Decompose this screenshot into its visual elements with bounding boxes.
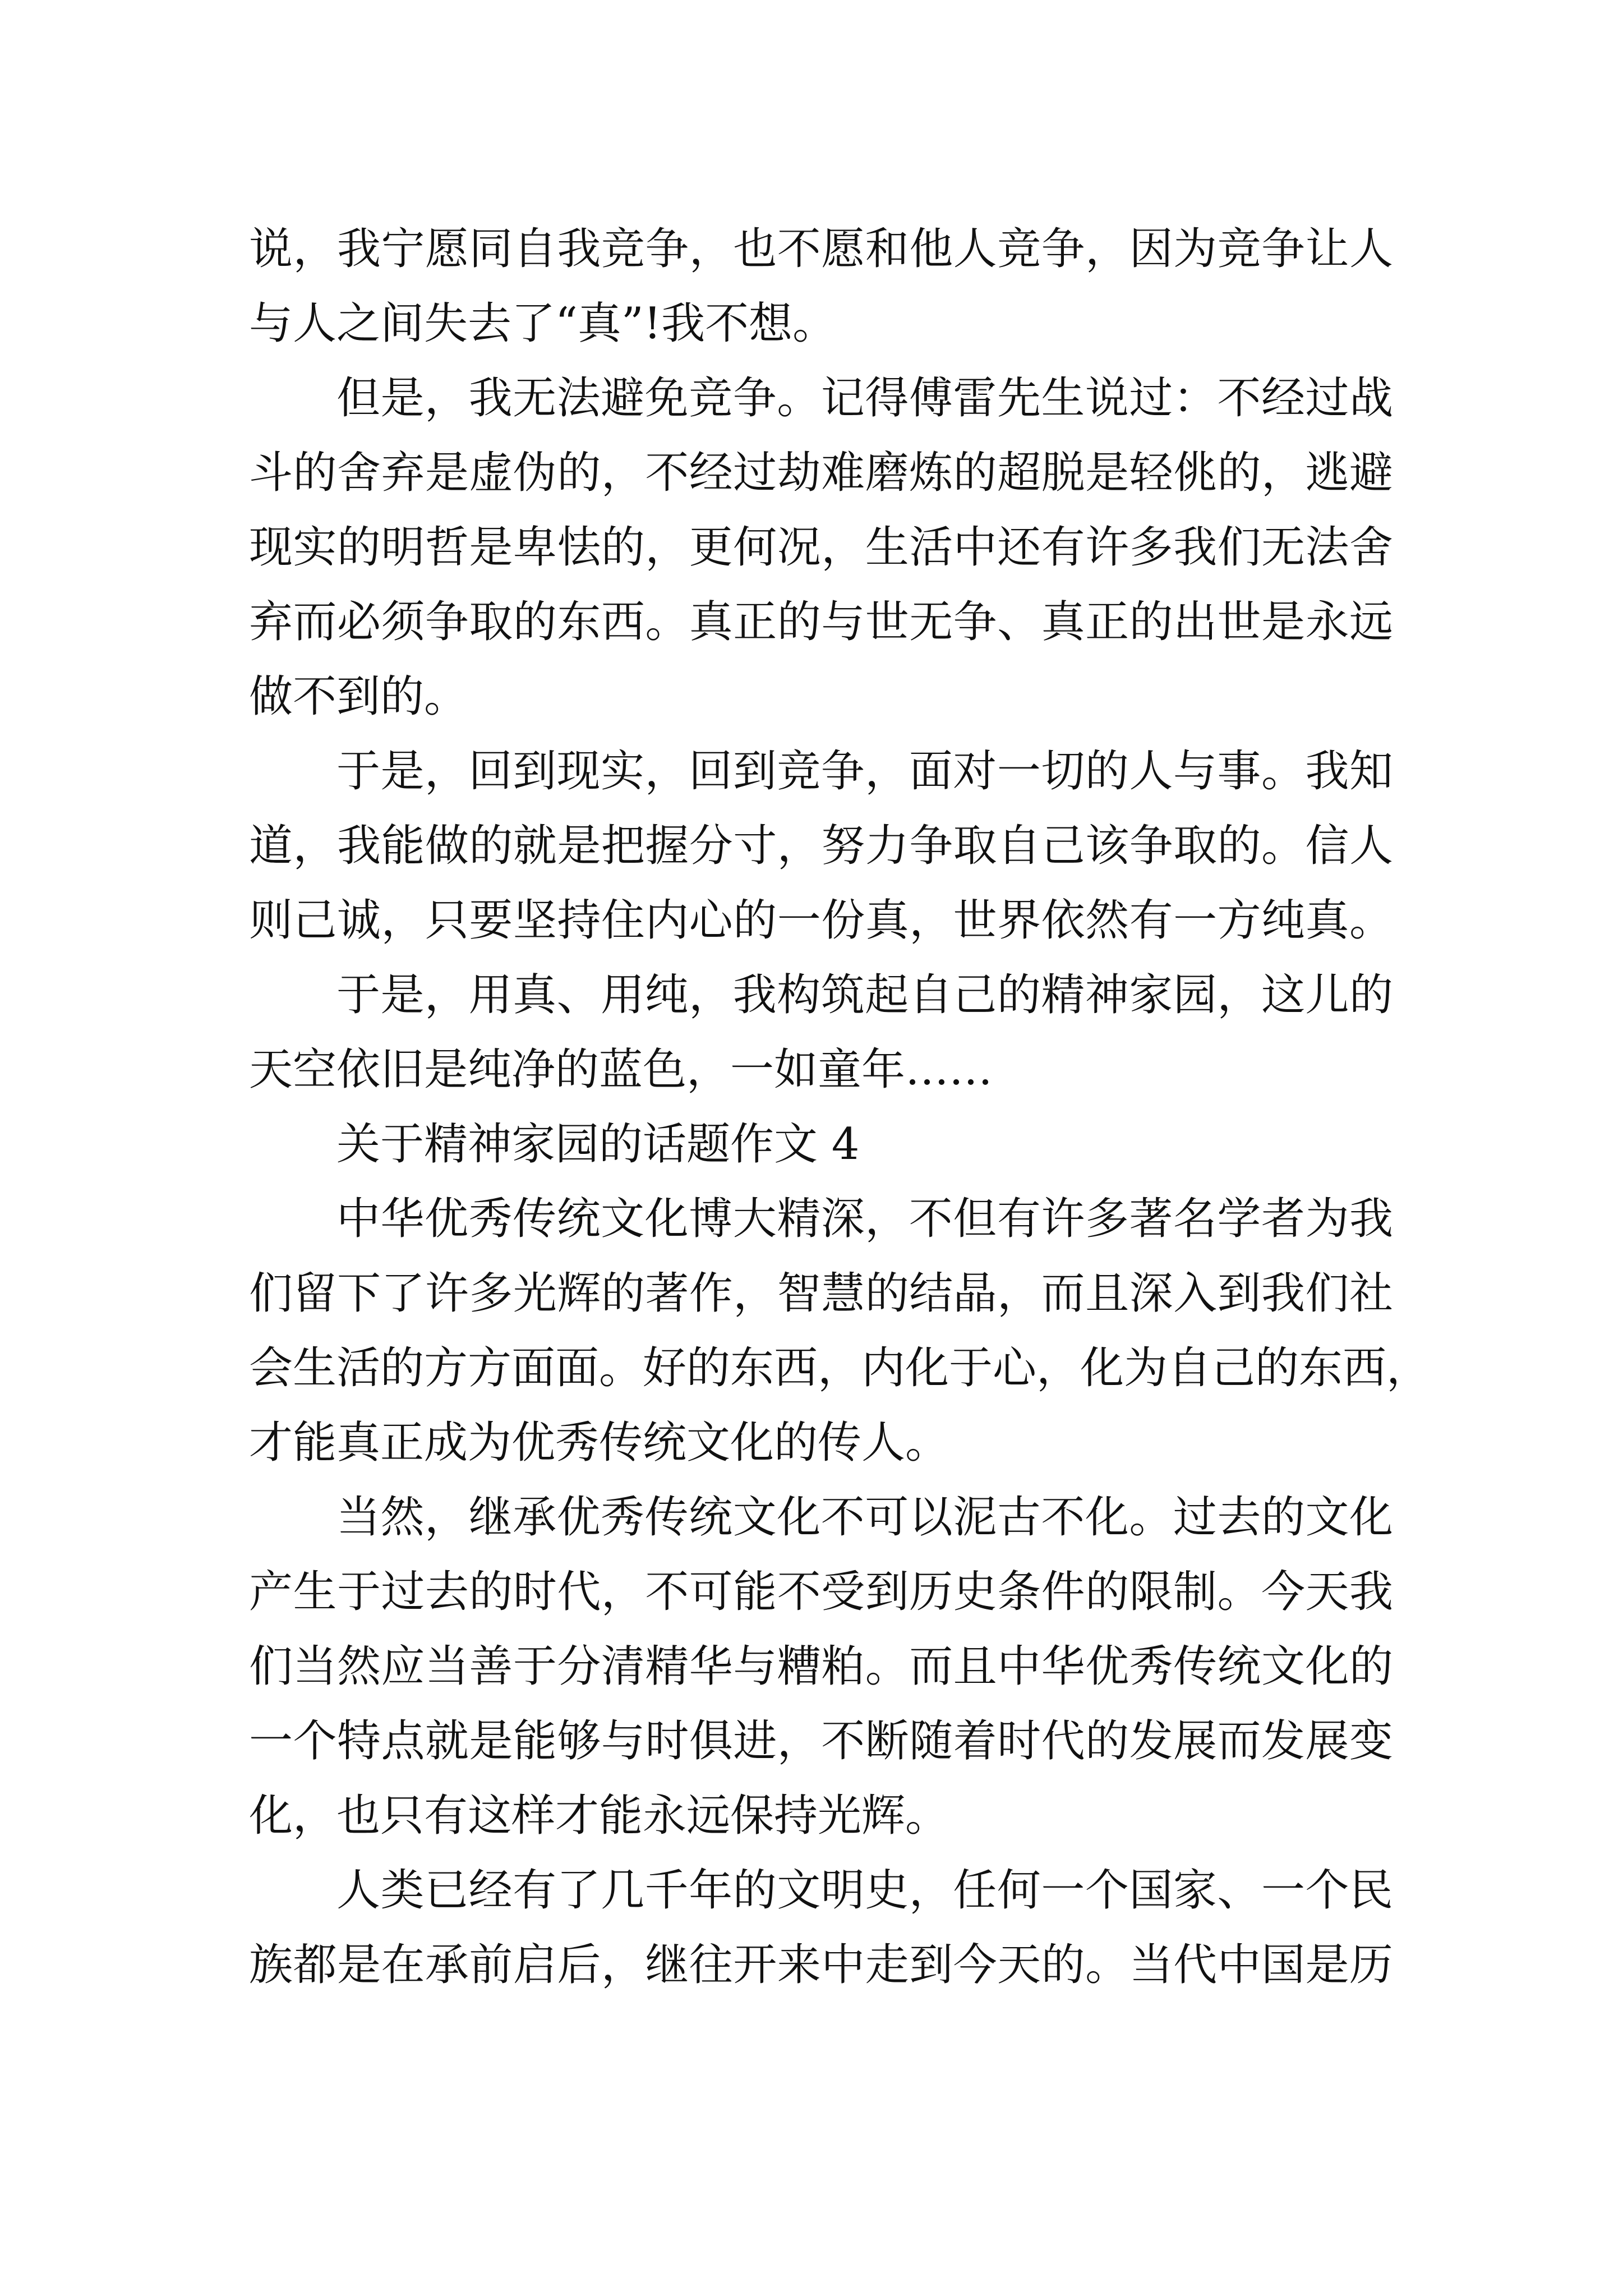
text-line: 现实的明哲是卑怯的，更何况，生活中还有许多我们无法舍 xyxy=(249,522,1393,573)
text-line: 说，我宁愿同自我竞争，也不愿和他人竞争，因为竞争让人 xyxy=(249,224,1393,274)
text-line: 于是，回到现实，回到竞争，面对一切的人与事。我知 xyxy=(336,746,1393,797)
text-line: 族都是在承前启后，继往开来中走到今天的。当代中国是历 xyxy=(249,1940,1393,1990)
text-line: 但是，我无法避免竞争。记得傅雷先生说过：不经过战 xyxy=(336,373,1393,424)
text-line: 产生于过去的时代，不可能不受到历史条件的限制。今天我 xyxy=(249,1567,1393,1617)
text-line: 一个特点就是能够与时俱进，不断随着时代的发展而发展变 xyxy=(249,1716,1393,1766)
text-line: 则己诚，只要坚持住内心的一份真，世界依然有一方纯真。 xyxy=(249,895,1393,946)
text-line: 弃而必须争取的东西。真正的与世无争、真正的出世是永远 xyxy=(249,597,1393,647)
text-line: 与人之间失去了“真”!我不想。 xyxy=(249,298,837,349)
text-line: 斗的舍弃是虚伪的，不经过劫难磨炼的超脱是轻佻的，逃避 xyxy=(249,448,1393,498)
text-line: 会生活的方方面面。好的东西，内化于心，化为自己的东西， xyxy=(249,1343,1431,1393)
text-line: 中华优秀传统文化博大精深，不但有许多著名学者为我 xyxy=(336,1194,1393,1244)
section-heading: 关于精神家园的话题作文 4 xyxy=(336,1119,860,1170)
text-line: 道，我能做的就是把握分寸，努力争取自己该争取的。信人 xyxy=(249,821,1393,871)
text-line: 做不到的。 xyxy=(249,671,468,722)
text-line: 才能真正成为优秀传统文化的传人。 xyxy=(249,1418,949,1468)
text-line: 当然，继承优秀传统文化不可以泥古不化。过去的文化 xyxy=(336,1492,1393,1543)
text-line: 于是，用真、用纯，我构筑起自己的精神家园，这儿的 xyxy=(336,970,1393,1020)
text-line: 天空依旧是纯净的蓝色，一如童年…… xyxy=(249,1045,993,1095)
text-line: 化，也只有这样才能永远保持光辉。 xyxy=(249,1791,949,1841)
text-line: 们当然应当善于分清精华与糟粕。而且中华优秀传统文化的 xyxy=(249,1641,1393,1692)
document-body xyxy=(249,212,1431,2003)
text-line: 人类已经有了几千年的文明史，任何一个国家、一个民 xyxy=(336,1865,1393,1916)
text-line: 们留下了许多光辉的著作，智慧的结晶，而且深入到我们社 xyxy=(249,1268,1393,1319)
